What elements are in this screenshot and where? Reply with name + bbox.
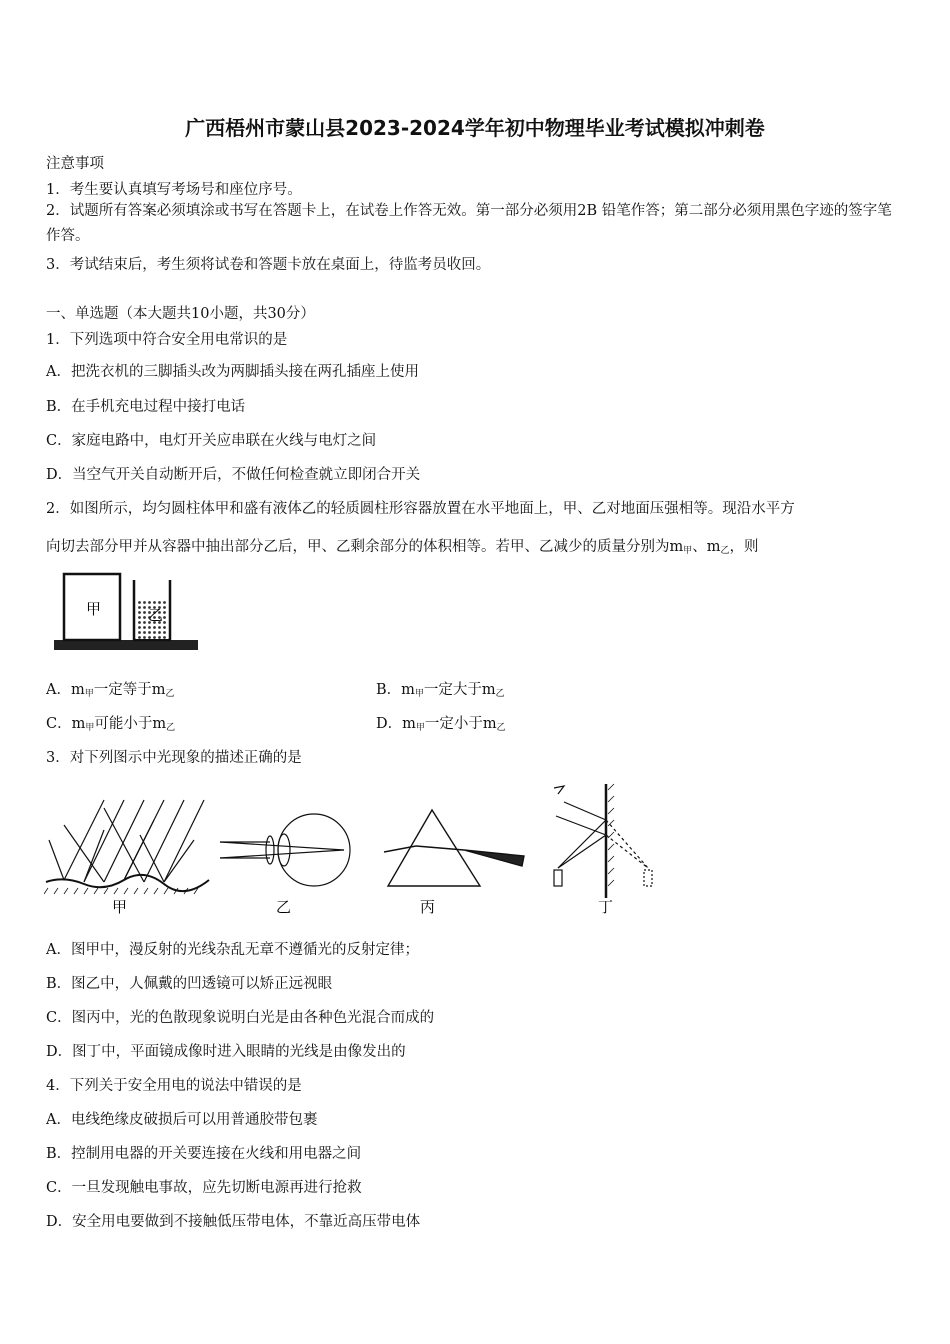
label-yi: 乙 — [148, 606, 164, 624]
section-heading: 一、单选题（本大题共10小题，共30分） — [46, 306, 315, 322]
q3-option-b: B．图乙中，人佩戴的凹透镜可以矫正远视眼 — [46, 976, 333, 992]
notice-item-2: 2．试题所有答案必须填涂或书写在答题卡上，在试卷上作答无效。第一部分必须用2B 铅笔作答；第二部分必须用黑色字迹的签字笔作答。 — [46, 203, 892, 244]
figure-ding-plane-mirror — [554, 784, 652, 898]
q2-option-d: D．$m_甲$一定小于$m_乙$ — [376, 716, 506, 733]
q1-option-b: B．在手机充电过程中接打电话 — [46, 399, 246, 415]
label-fig-jia: 甲 — [112, 898, 128, 916]
q1-option-a: A．把洗衣机的三脚插头改为两脚插头接在两孔插座上使用 — [46, 364, 419, 380]
ground-strip — [54, 640, 198, 650]
q4-option-b: B．控制用电器的开关要连接在火线和用电器之间 — [46, 1146, 362, 1162]
q3-option-a: A．图甲中，漫反射的光线杂乱无章不遵循光的反射定律； — [46, 942, 419, 958]
q3-stem: 3．对下列图示中光现象的描述正确的是 — [46, 750, 302, 766]
figure-yi-eye-lens — [220, 814, 350, 886]
label-fig-bing: 丙 — [420, 898, 436, 916]
q4-option-c: C．一旦发现触电事故，应先切断电源再进行抢救 — [46, 1180, 362, 1196]
q3-option-d: D．图丁中，平面镜成像时进入眼睛的光线是由像发出的 — [46, 1044, 406, 1060]
figure-bing-prism — [384, 810, 524, 886]
notice-item-1: 1．考生要认真填写考场号和座位序号。 — [46, 182, 302, 198]
notice-item-3: 3．考试结束后，考生须将试卷和答题卡放在桌面上，待监考员收回。 — [46, 257, 491, 273]
q1-option-d: D．当空气开关自动断开后，不做任何检查就立即闭合开关 — [46, 467, 421, 483]
q2-stem-text: 向切去部分甲并从容器中抽出部分乙后，甲、乙剩余部分的体积相等。若甲、乙减少的质量分别为m — [46, 539, 684, 555]
q2-option-a: A．$m_甲$一定等于$m_乙$ — [46, 682, 175, 699]
q4-option-d: D．安全用电要做到不接触低压带电体，不靠近高压带电体 — [46, 1214, 421, 1230]
q2-stem-mid: 、m — [692, 539, 721, 555]
exam-title: 广西梧州市蒙山县2023-2024学年初中物理毕业考试模拟冲刺卷 — [185, 116, 765, 140]
figure-jia-diffuse-reflection — [44, 800, 209, 894]
q2-option-b: B．$m_甲$一定大于$m_乙$ — [376, 682, 505, 699]
q1-option-c: C．家庭电路中，电灯开关应串联在火线与电灯之间 — [46, 433, 377, 449]
label-jia: 甲 — [86, 600, 102, 618]
label-fig-ding: 丁 — [598, 898, 614, 916]
q2-option-c: C．$m_甲$可能小于$m_乙$ — [46, 716, 176, 733]
q2-figure — [52, 570, 202, 656]
q3-figure — [44, 780, 664, 925]
q2-stem-end: ，则 — [729, 539, 759, 555]
q2-sub-jia: 甲 — [683, 546, 693, 556]
q2-stem-line2 — [46, 535, 759, 556]
q1-stem: 1．下列选项中符合安全用电常识的是 — [46, 332, 288, 348]
notice-heading: 注意事项 — [46, 156, 104, 172]
q4-stem: 4．下列关于安全用电的说法中错误的是 — [46, 1078, 302, 1094]
q2-stem-line1: 2．如图所示，均匀圆柱体甲和盛有液体乙的轻质圆柱形容器放置在水平地面上，甲、乙对地面压强相等。现沿水平方 — [46, 501, 795, 517]
label-fig-yi: 乙 — [276, 898, 292, 916]
q4-option-a: A．电线绝缘皮破损后可以用普通胶带包裹 — [46, 1112, 318, 1128]
q2-sub-yi: 乙 — [720, 546, 730, 556]
q3-option-c: C．图丙中，光的色散现象说明白光是由各种色光混合而成的 — [46, 1010, 435, 1026]
